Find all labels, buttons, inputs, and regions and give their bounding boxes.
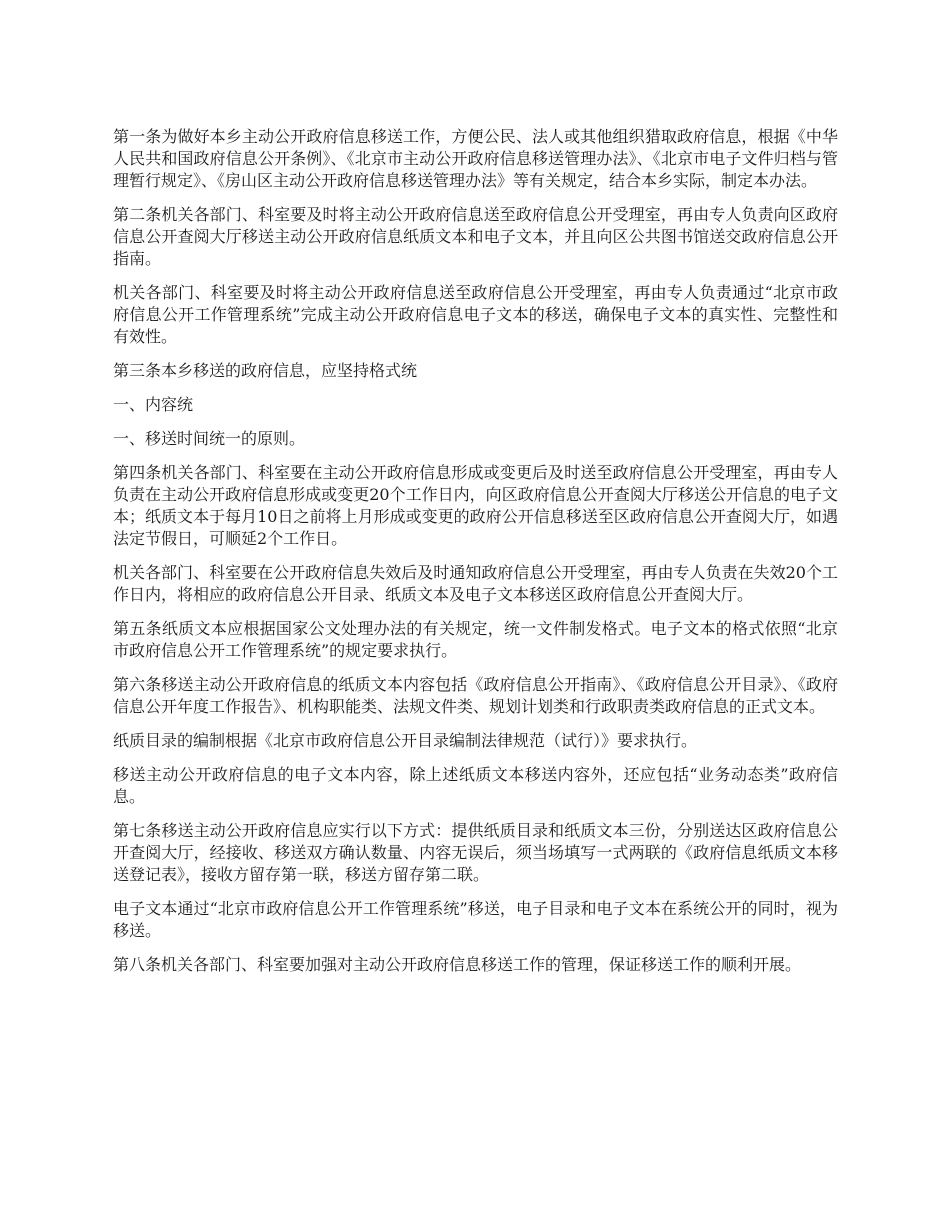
paragraph-article-2-electronic: 机关各部门、科室要及时将主动公开政府信息送至政府信息公开受理室，再由专人负责通过“北京市政府信息公开工作管理系统”完成主动公开政府信息电子文本的移送，确保电子文本的真实性、完整性和有效性。 bbox=[113, 283, 838, 346]
paragraph-article-4-expired: 机关各部门、科室要在公开政府信息失效后及时通知政府信息公开受理室，再由专人负责在失效20个工作日内，将相应的政府信息公开目录、纸质文本及电子文本移送区政府信息公开查阅大厅。 bbox=[113, 563, 838, 604]
paragraph-article-7: 第七条移送主动公开政府信息应实行以下方式：提供纸质目录和纸质文本三份，分别送达区政府信息公开查阅大厅，经接收、移送双方确认数量、内容无误后，须当场填写一式两联的《政府信息纸质文本移送登记表》，接收方留存第一联，移送方留存第二联。 bbox=[113, 821, 838, 884]
paragraph-time-unified: 一、移送时间统一的原则。 bbox=[113, 429, 306, 448]
paragraph-article-2: 第二条机关各部门、科室要及时将主动公开政府信息送至政府信息公开受理室，再由专人负责向区政府信息公开查阅大厅移送主动公开政府信息纸质文本和电子文本，并且向区公共图书馆送交政府信息公开指南。 bbox=[113, 205, 838, 268]
paragraph-article-3: 第三条本乡移送的政府信息，应坚持格式统 bbox=[113, 361, 418, 380]
paragraph-paper-catalog: 纸质目录的编制根据《北京市政府信息公开目录编制法律规范（试行）》要求执行。 bbox=[113, 731, 698, 750]
paragraph-article-4: 第四条机关各部门、科室要在主动公开政府信息形成或变更后及时送至政府信息公开受理室，再由专人负责在主动公开政府信息形成或变更20个工作日内，向区政府信息公开查阅大厅移送公开信息的电子文本；纸质文本于每月10日之前将上月形成或变更的政府公开信息移送至区政府信息公开查阅大厅，如遇法定节假日，可顺延2个工作日。 bbox=[113, 463, 838, 548]
paragraph-electronic-content: 移送主动公开政府信息的电子文本内容，除上述纸质文本移送内容外，还应包括“业务动态类”政府信息。 bbox=[113, 765, 838, 806]
paragraph-electronic-transfer: 电子文本通过“北京市政府信息公开工作管理系统”移送，电子目录和电子文本在系统公开的同时，视为移送。 bbox=[113, 899, 838, 940]
paragraph-article-1: 第一条为做好本乡主动公开政府信息移送工作，方便公民、法人或其他组织猎取政府信息，根据《中华人民共和国政府信息公开条例》、《北京市主动公开政府信息移送管理办法》、《北京市电子文件归档与管理暂行规定》、《房山区主动公开政府信息移送管理办法》等有关规定，结合本乡实际，制定本办法。 bbox=[113, 127, 838, 190]
paragraph-article-5: 第五条纸质文本应根据国家公文处理办法的有关规定，统一文件制发格式。电子文本的格式依照“北京市政府信息公开工作管理系统”的规定要求执行。 bbox=[113, 619, 838, 660]
paragraph-article-6: 第六条移送主动公开政府信息的纸质文本内容包括《政府信息公开指南》、《政府信息公开目录》、《政府信息公开年度工作报告》、机构职能类、法规文件类、规划计划类和行政职责类政府信息的正式文本。 bbox=[113, 675, 838, 716]
document-body bbox=[113, 126, 838, 988]
paragraph-content-unified: 一、内容统 bbox=[113, 395, 194, 414]
paragraph-article-8: 第八条机关各部门、科室要加强对主动公开政府信息移送工作的管理，保证移送工作的顺利开展。 bbox=[113, 955, 802, 974]
